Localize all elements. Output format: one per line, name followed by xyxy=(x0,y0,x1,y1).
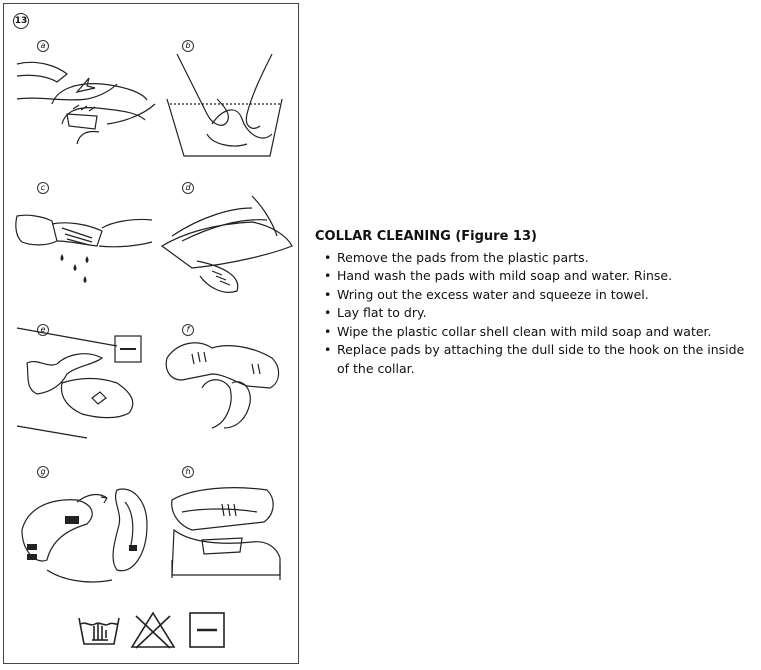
lay-flat-illustration-icon xyxy=(7,288,152,428)
figure-panel xyxy=(3,3,299,664)
remove-pads-illustration-icon xyxy=(7,4,152,144)
step-h-panel xyxy=(152,430,297,570)
list-item: • Hand wash the pads with mild soap and water. Rinse. xyxy=(337,267,755,286)
section-title: COLLAR CLEANING (Figure 13) xyxy=(315,229,537,244)
instructions-block xyxy=(315,228,755,378)
step-b-letter: b xyxy=(182,40,194,52)
step-f-letter: f xyxy=(182,324,194,336)
attach-pads-illustration-icon xyxy=(7,430,152,570)
step-e-letter: e xyxy=(37,324,49,336)
list-item: • Replace pads by attaching the dull side to the hook on the inside of the collar. xyxy=(337,341,755,378)
assembled-collar-illustration-icon xyxy=(152,430,297,570)
step-d-panel xyxy=(152,146,297,286)
list-item: • Wipe the plastic collar shell clean with mild soap and water. xyxy=(337,323,755,342)
step-b-panel xyxy=(152,4,297,144)
do-not-bleach-icon xyxy=(130,610,176,650)
step-h-letter: h xyxy=(182,466,194,478)
squeeze-towel-illustration-icon xyxy=(152,146,297,286)
instruction-list xyxy=(315,249,755,379)
hand-wash-icon xyxy=(76,610,122,650)
wring-out-illustration-icon xyxy=(7,146,152,286)
step-a-letter: a xyxy=(37,40,49,52)
hand-wash-illustration-icon xyxy=(152,4,297,144)
step-c-panel xyxy=(7,146,152,286)
list-item: • Wring out the excess water and squeeze in towel. xyxy=(337,286,755,305)
dry-flat-icon xyxy=(184,610,230,650)
wipe-shell-illustration-icon xyxy=(152,288,297,428)
dry-flat-symbol xyxy=(184,610,230,654)
step-f-panel xyxy=(152,288,297,428)
step-g-panel xyxy=(7,430,152,570)
step-d-letter: d xyxy=(182,182,194,194)
list-item: • Remove the pads from the plastic parts. xyxy=(337,249,755,268)
hand-wash-symbol xyxy=(76,610,122,654)
step-c-letter: c xyxy=(37,182,49,194)
list-item: • Lay flat to dry. xyxy=(337,304,755,323)
do-not-bleach-symbol xyxy=(130,610,176,654)
step-a-panel xyxy=(7,4,152,144)
step-g-letter: g xyxy=(37,466,49,478)
figure-number-badge: 13 xyxy=(13,13,29,29)
step-e-panel xyxy=(7,288,152,428)
